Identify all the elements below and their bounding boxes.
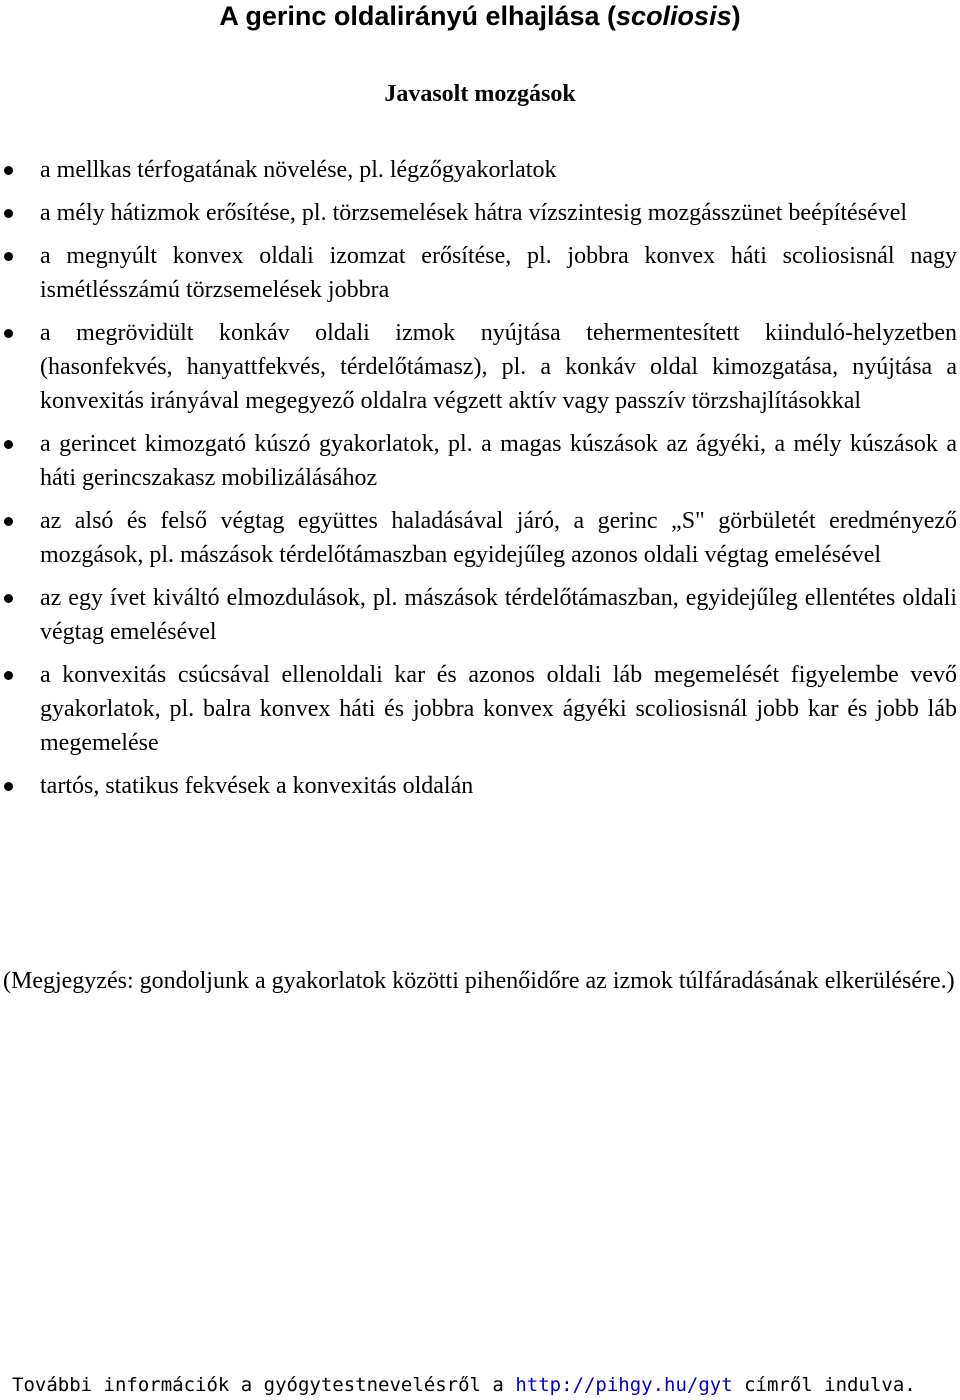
bullet-icon <box>4 440 13 449</box>
bullet-icon <box>4 252 13 261</box>
list-item <box>0 427 960 495</box>
list-item <box>0 239 960 307</box>
list-item-text: a konvexitás csúcsával ellenoldali kar és azonos oldali láb megemelését figyelembe vevő gyakorlatok, pl. balra konvex háti és jobbra konvex ágyéki scoliosisnál jobb kar és jobb láb megemelése <box>40 662 957 756</box>
bullet-icon <box>4 209 13 218</box>
section-subtitle: Javasolt mozgások <box>384 81 576 107</box>
list-item <box>0 658 960 760</box>
list-item-text: a mély hátizmok erősítése, pl. törzsemelések hátra vízszintesig mozgásszünet beépítésével <box>40 200 908 226</box>
bullet-icon <box>4 594 13 603</box>
bullet-icon <box>4 782 13 791</box>
bullet-icon <box>4 166 13 175</box>
list-item <box>0 769 960 803</box>
list-item <box>0 581 960 649</box>
list-item-text: tartós, statikus fekvések a konvexitás oldalán <box>40 773 474 799</box>
bullet-icon <box>4 671 13 680</box>
title-close: ) <box>731 1 741 31</box>
list-item <box>0 316 960 418</box>
bullet-icon <box>4 517 13 526</box>
title-term: scoliosis <box>616 1 732 31</box>
list-item <box>0 504 960 572</box>
note-paragraph: (Megjegyzés: gondoljunk a gyakorlatok közötti pihenőidőre az izmok túlfáradásának elkerülésére.) <box>3 968 955 994</box>
list-item <box>0 153 960 187</box>
page-title <box>0 0 960 34</box>
title-main: A gerinc oldalirányú elhajlása ( <box>219 1 617 31</box>
list-item <box>0 196 960 230</box>
list-item-text: az alsó és felső végtag együttes haladásával járó, a gerinc „S" görbületét eredményező mozgások, pl. mászások térdelőtámaszban egyidejűleg azonos oldali végtag emelésével <box>40 508 957 568</box>
footer-text-after: címről indulva. <box>732 1374 916 1396</box>
list-item-text: az egy ívet kiváltó elmozdulások, pl. mászások térdelőtámaszban, egyidejűleg ellentétes oldali végtag emelésével <box>40 585 957 645</box>
list-item-text: a gerincet kimozgató kúszó gyakorlatok, pl. a magas kúszások az ágyéki, a mély kúszások a háti gerincszakasz mobilizálásához <box>40 431 957 491</box>
footer-text-before: További információk a gyógytestnevelésről a <box>12 1374 516 1396</box>
bullet-icon <box>4 329 13 338</box>
exercise-list <box>0 153 960 812</box>
list-item-text: a megrövidült konkáv oldali izmok nyújtása tehermentesített kiinduló-helyzetben (hasonfekvés, hanyattfekvés, térdelőtámasz), pl. a konkáv oldal kimozgatása, nyújtása a konvexitás irányával megegyező oldalra végzett aktív vagy passzív törzshajlításokkal <box>40 320 957 414</box>
list-item-text: a megnyúlt konvex oldali izomzat erősítése, pl. jobbra konvex háti scoliosisnál nagy ismétlésszámú törzsemelések jobbra <box>40 243 957 303</box>
footer <box>12 1372 958 1398</box>
footer-link[interactable]: http://pihgy.hu/gyt <box>515 1374 733 1396</box>
list-item-text: a mellkas térfogatának növelése, pl. légzőgyakorlatok <box>40 157 557 183</box>
